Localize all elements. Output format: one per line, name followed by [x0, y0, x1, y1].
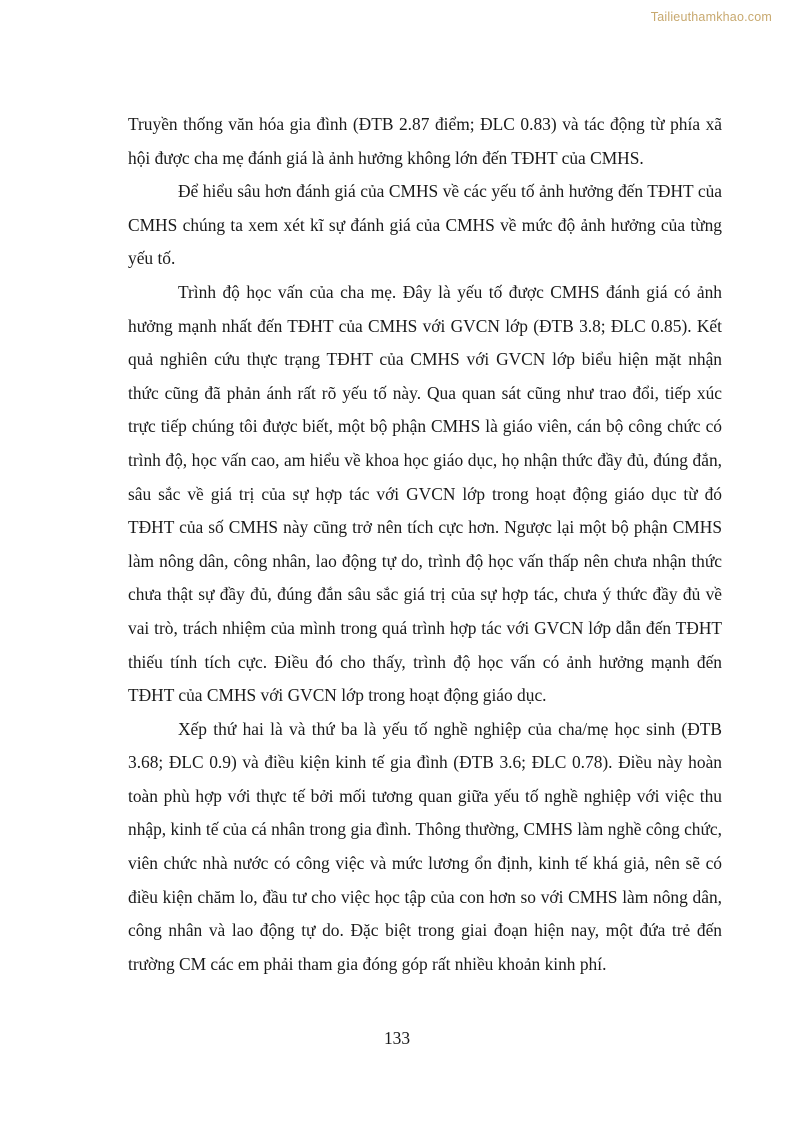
- paragraph-1: Truyền thống văn hóa gia đình (ĐTB 2.87 điểm; ĐLC 0.83) và tác động từ phía xã hội được cha mẹ đánh giá là ảnh hưởng không lớn đến TĐHT của CMHS.: [128, 114, 722, 168]
- paragraph-2: Để hiểu sâu hơn đánh giá của CMHS về các yếu tố ảnh hưởng đến TĐHT của CMHS chúng ta xem xét kĩ sự đánh giá của CMHS về mức độ ảnh hưởng của từng yếu tố.: [128, 181, 722, 269]
- watermark-text: Tailieuthamkhao.com: [650, 10, 772, 24]
- document-body: [128, 108, 722, 981]
- paragraph-4: Xếp thứ hai là và thứ ba là yếu tố nghề nghiệp của cha/mẹ học sinh (ĐTB 3.68; ĐLC 0.9) và điều kiện kinh tế gia đình (ĐTB 3.6; ĐLC 0.78). Điều này hoàn toàn phù hợp với thực tế bởi mối tương quan giữa yếu tố nghề nghiệp với việc thu nhập, kinh tế của cá nhân trong gia đình. Thông thường, CMHS làm nghề công chức, viên chức nhà nước có công việc và mức lương ổn định, kinh tế khá giả, nên sẽ có điều kiện chăm lo, đầu tư cho việc học tập của con hơn so với CMHS làm nông dân, công nhân và lao động tự do. Đặc biệt trong giai đoạn hiện nay, một đứa trẻ đến trường CM các em phải tham gia đóng góp rất nhiều khoản kinh phí.: [128, 718, 722, 974]
- paragraph-3: Trình độ học vấn của cha mẹ. Đây là yếu tố được CMHS đánh giá có ảnh hưởng mạnh nhất đến TĐHT của CMHS với GVCN lớp (ĐTB 3.8; ĐLC 0.85). Kết quả nghiên cứu thực trạng TĐHT của CMHS với GVCN lớp biểu hiện mặt nhận thức cũng đã phản ánh rất rõ yếu tố này. Qua quan sát cũng như trao đổi, tiếp xúc trực tiếp chúng tôi được biết, một bộ phận CMHS là giáo viên, cán bộ công chức có trình độ, học vấn cao, am hiểu về khoa học giáo dục, họ nhận thức đầy đủ, đúng đắn, sâu sắc về giá trị của sự hợp tác với GVCN lớp trong hoạt động giáo dục từ đó TĐHT của số CMHS này cũng trở nên tích cực hơn. Ngược lại một bộ phận CMHS làm nông dân, công nhân, lao động tự do, trình độ học vấn thấp nên chưa nhận thức chưa thật sự đầy đủ, đúng đắn sâu sắc giá trị của sự hợp tác, chưa ý thức đầy đủ về vai trò, trách nhiệm của mình trong quá trình hợp tác với GVCN lớp dẫn đến TĐHT thiếu tính tích cực. Điều đó cho thấy, trình độ học vấn có ảnh hưởng mạnh đến TĐHT của CMHS với GVCN lớp trong hoạt động giáo dục.: [128, 281, 722, 706]
- page-number: 133: [383, 1028, 411, 1048]
